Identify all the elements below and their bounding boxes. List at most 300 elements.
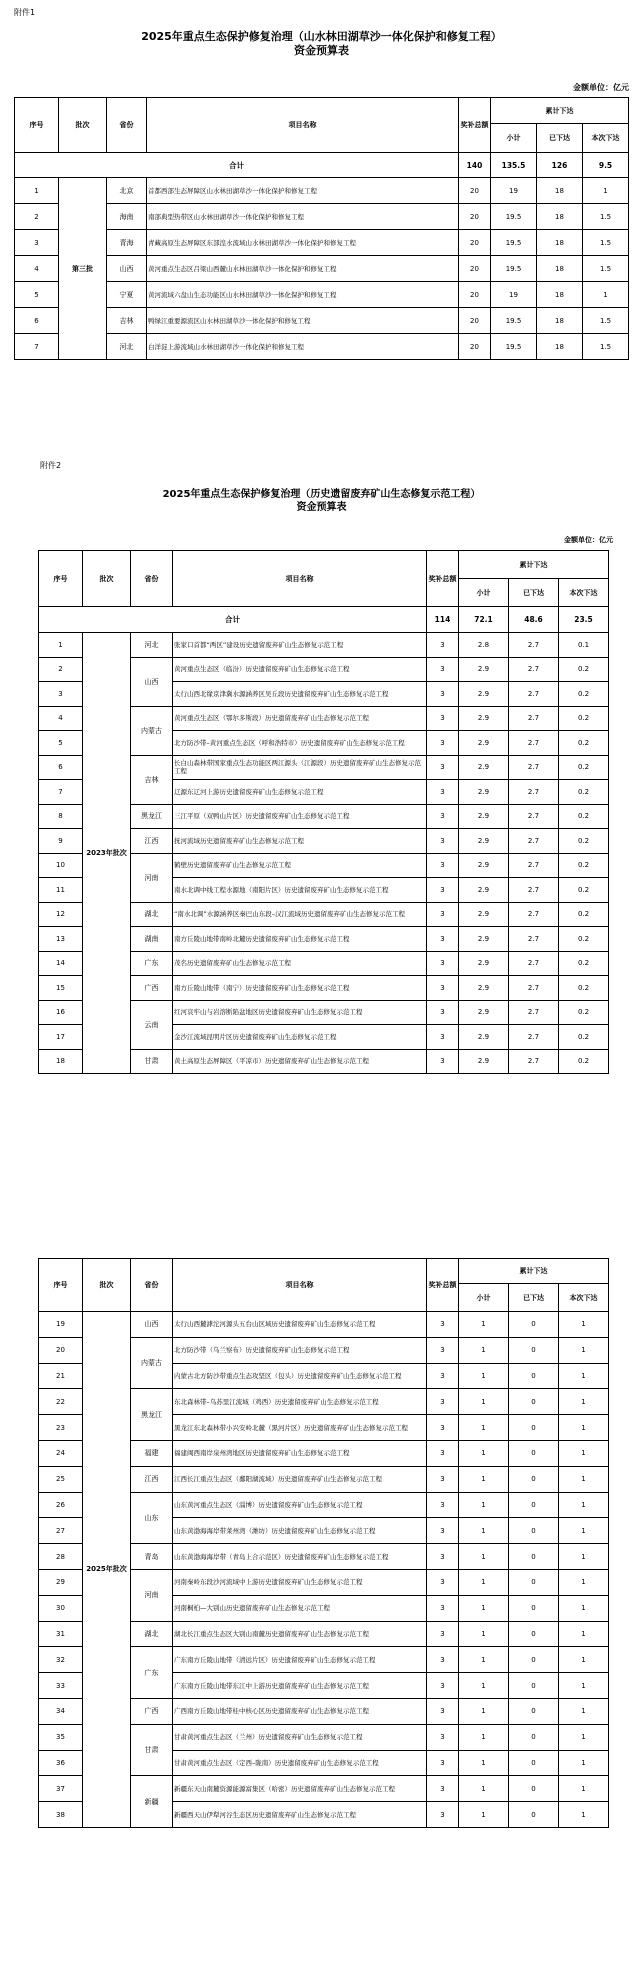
total-issued: 48.6 xyxy=(509,607,559,633)
row-project-name: 河南桐柏—大别山历史遗留废弃矿山生态修复示范工程 xyxy=(173,1595,427,1621)
province-cell: 山西 xyxy=(131,1312,173,1338)
row-issued: 18 xyxy=(537,308,583,334)
row-current: 1 xyxy=(559,1492,609,1518)
row-current: 0.2 xyxy=(559,1025,609,1050)
table-row xyxy=(15,308,629,334)
row-issued: 2.7 xyxy=(509,902,559,927)
row-award: 3 xyxy=(427,1025,459,1050)
row-award: 3 xyxy=(427,1389,459,1415)
row-seq: 19 xyxy=(39,1312,83,1338)
row-project-name: 南水北调中线工程水源地（南阳片区）历史遗留废弃矿山生态修复示范工程 xyxy=(173,878,427,903)
row-current: 1 xyxy=(559,1440,609,1466)
row-seq: 13 xyxy=(39,927,83,952)
header-issued: 已下达 xyxy=(509,1284,559,1312)
row-award: 3 xyxy=(427,927,459,952)
row-seq: 5 xyxy=(39,731,83,756)
row-seq: 9 xyxy=(39,829,83,854)
header-province: 省份 xyxy=(107,98,147,153)
row-subtotal: 19 xyxy=(491,282,537,308)
row-issued: 18 xyxy=(537,178,583,204)
row-seq: 35 xyxy=(39,1724,83,1750)
row-award: 3 xyxy=(427,633,459,658)
row-current: 0.2 xyxy=(559,1049,609,1074)
province-cell: 河北 xyxy=(131,633,173,658)
row-subtotal: 1 xyxy=(459,1647,509,1673)
row-project-name: 太行山西麓滹沱河源头五台山区域历史遗留废弃矿山生态修复示范工程 xyxy=(173,1312,427,1338)
total-current: 9.5 xyxy=(583,153,629,178)
row-seq: 38 xyxy=(39,1802,83,1828)
province-cell: 青岛 xyxy=(131,1544,173,1570)
row-seq: 11 xyxy=(39,878,83,903)
row-award: 3 xyxy=(427,755,459,780)
total-issued: 126 xyxy=(537,153,583,178)
header-province: 省份 xyxy=(131,551,173,607)
row-current: 1 xyxy=(559,1363,609,1389)
row-seq: 1 xyxy=(39,633,83,658)
row-current: 0.1 xyxy=(559,633,609,658)
row-project-name: 福建闽西南岸泉州湾地区历史遗留废弃矿山生态修复示范工程 xyxy=(173,1440,427,1466)
doc1-table xyxy=(14,97,629,360)
row-subtotal: 2.9 xyxy=(459,755,509,780)
header-seq: 序号 xyxy=(39,1259,83,1312)
row-subtotal: 19.5 xyxy=(491,308,537,334)
row-award: 20 xyxy=(459,334,491,360)
row-seq: 6 xyxy=(39,755,83,780)
row-project-name: 青藏高原生态屏障区东部湟水流域山水林田湖草沙一体化保护和修复工程 xyxy=(147,230,459,256)
row-award: 3 xyxy=(427,780,459,805)
row-issued: 2.7 xyxy=(509,1025,559,1050)
row-current: 1 xyxy=(559,1724,609,1750)
row-current: 1 xyxy=(559,1312,609,1338)
province-cell: 广西 xyxy=(131,976,173,1001)
row-seq: 34 xyxy=(39,1698,83,1724)
row-award: 3 xyxy=(427,1000,459,1025)
row-issued: 0 xyxy=(509,1466,559,1492)
row-project-name: 太行山西北缘京津冀水源涵养区吴丘段历史遗留废弃矿山生态修复示范工程 xyxy=(173,682,427,707)
province-cell: 湖北 xyxy=(131,902,173,927)
row-seq: 17 xyxy=(39,1025,83,1050)
batch-cell: 2025年批次 xyxy=(83,1312,131,1828)
row-subtotal: 1 xyxy=(459,1569,509,1595)
row-subtotal: 1 xyxy=(459,1595,509,1621)
province-cell: 吉林 xyxy=(131,755,173,804)
row-seq: 16 xyxy=(39,1000,83,1025)
province-cell: 黑龙江 xyxy=(131,804,173,829)
row-subtotal: 1 xyxy=(459,1518,509,1544)
row-issued: 18 xyxy=(537,334,583,360)
attachment-label-1: 附件1 xyxy=(14,8,36,17)
province-cell: 内蒙古 xyxy=(131,706,173,755)
row-subtotal: 2.8 xyxy=(459,633,509,658)
row-issued: 0 xyxy=(509,1776,559,1802)
header-issued: 已下达 xyxy=(509,579,559,607)
row-award: 20 xyxy=(459,178,491,204)
header-batch: 批次 xyxy=(83,551,131,607)
row-project-name: 新疆西天山伊犁河谷生态区历史遗留废弃矿山生态修复示范工程 xyxy=(173,1802,427,1828)
row-project-name: 红河哀牢山与岩溶断陷盆地区历史遗留废弃矿山生态修复示范工程 xyxy=(173,1000,427,1025)
row-project-name: 黄河重点生态区吕梁山西麓山水林田湖草沙一体化保护和修复工程 xyxy=(147,256,459,282)
province-cell: 广西 xyxy=(131,1698,173,1724)
row-current: 0.2 xyxy=(559,780,609,805)
row-subtotal: 1 xyxy=(459,1544,509,1570)
row-award: 3 xyxy=(427,1363,459,1389)
row-issued: 0 xyxy=(509,1802,559,1828)
row-subtotal: 19.5 xyxy=(491,334,537,360)
row-project-name: 三江平原（双鸭山片区）历史遗留废弃矿山生态修复示范工程 xyxy=(173,804,427,829)
row-award: 3 xyxy=(427,657,459,682)
total-row xyxy=(39,607,609,633)
header-current: 本次下达 xyxy=(559,579,609,607)
total-label: 合计 xyxy=(39,607,427,633)
row-seq: 3 xyxy=(39,682,83,707)
province-cell: 云南 xyxy=(131,1000,173,1049)
row-current: 0.2 xyxy=(559,731,609,756)
row-seq: 23 xyxy=(39,1415,83,1441)
row-subtotal: 2.9 xyxy=(459,682,509,707)
row-project-name: 南方丘陵山地带南岭北麓历史遗留废弃矿山生态修复示范工程 xyxy=(173,927,427,952)
row-award: 3 xyxy=(427,1750,459,1776)
province-cell: 广东 xyxy=(131,1647,173,1699)
header-award-total: 奖补总额 xyxy=(459,98,491,153)
row-subtotal: 1 xyxy=(459,1415,509,1441)
row-issued: 0 xyxy=(509,1415,559,1441)
row-current: 0.2 xyxy=(559,657,609,682)
row-issued: 2.7 xyxy=(509,1049,559,1074)
header-project-name: 项目名称 xyxy=(147,98,459,153)
province-cell: 福建 xyxy=(131,1440,173,1466)
row-subtotal: 19.5 xyxy=(491,256,537,282)
row-project-name: 鹤壁历史遗留废弃矿山生态修复示范工程 xyxy=(173,853,427,878)
row-issued: 0 xyxy=(509,1440,559,1466)
header-current: 本次下达 xyxy=(559,1284,609,1312)
table-row xyxy=(39,1312,609,1338)
row-subtotal: 1 xyxy=(459,1337,509,1363)
row-subtotal: 1 xyxy=(459,1750,509,1776)
row-seq: 26 xyxy=(39,1492,83,1518)
row-award: 3 xyxy=(427,1337,459,1363)
row-current: 1 xyxy=(559,1466,609,1492)
row-seq: 7 xyxy=(39,780,83,805)
row-current: 1 xyxy=(559,1518,609,1544)
row-award: 20 xyxy=(459,230,491,256)
row-current: 1 xyxy=(559,1337,609,1363)
row-award: 3 xyxy=(427,682,459,707)
row-current: 0.2 xyxy=(559,951,609,976)
row-current: 1 xyxy=(559,1673,609,1699)
row-current: 1 xyxy=(559,1569,609,1595)
row-subtotal: 2.9 xyxy=(459,853,509,878)
row-project-name: 东北森林带–乌苏里江流域（鸡西）历史遗留废弃矿山生态修复示范工程 xyxy=(173,1389,427,1415)
row-current: 0.2 xyxy=(559,878,609,903)
province-cell: 内蒙古 xyxy=(131,1337,173,1389)
row-current: 1 xyxy=(559,1698,609,1724)
total-current: 23.5 xyxy=(559,607,609,633)
row-project-name: 甘肃黄河重点生态区（定西–陇南）历史遗留废弃矿山生态修复示范工程 xyxy=(173,1750,427,1776)
row-award: 20 xyxy=(459,308,491,334)
row-award: 3 xyxy=(427,1492,459,1518)
header-seq: 序号 xyxy=(39,551,83,607)
row-award: 3 xyxy=(427,853,459,878)
header-award-total: 奖补总额 xyxy=(427,1259,459,1312)
row-subtotal: 1 xyxy=(459,1492,509,1518)
header-batch: 批次 xyxy=(59,98,107,153)
row-seq: 10 xyxy=(39,853,83,878)
row-seq: 27 xyxy=(39,1518,83,1544)
row-seq: 6 xyxy=(15,308,59,334)
row-project-name: “南水北调”水源涵养区秦巴山东段–汉江流域历史遗留废弃矿山生态修复示范工程 xyxy=(173,902,427,927)
doc1-title-line2: 资金预算表 xyxy=(294,44,349,57)
row-current: 1 xyxy=(559,1750,609,1776)
row-subtotal: 2.9 xyxy=(459,706,509,731)
row-subtotal: 2.9 xyxy=(459,780,509,805)
row-award: 3 xyxy=(427,951,459,976)
row-current: 0.2 xyxy=(559,829,609,854)
row-province: 河北 xyxy=(107,334,147,360)
row-project-name: 黄土高原生态屏障区（平凉市）历史遗留废弃矿山生态修复示范工程 xyxy=(173,1049,427,1074)
row-current: 1 xyxy=(559,1415,609,1441)
doc1-title-line1: 2025年重点生态保护修复治理（山水林田湖草沙一体化保护和修复工程） xyxy=(141,30,502,43)
row-issued: 0 xyxy=(509,1647,559,1673)
row-issued: 18 xyxy=(537,256,583,282)
row-project-name: 湖北长江重点生态区大别山南麓历史遗留废弃矿山生态修复示范工程 xyxy=(173,1621,427,1647)
row-current: 1.5 xyxy=(583,334,629,360)
row-seq: 8 xyxy=(39,804,83,829)
row-award: 3 xyxy=(427,1544,459,1570)
row-province: 海南 xyxy=(107,204,147,230)
row-province: 山西 xyxy=(107,256,147,282)
row-current: 1.5 xyxy=(583,230,629,256)
row-award: 3 xyxy=(427,878,459,903)
row-project-name: 黑龙江东北森林带小兴安岭北麓（黑河片区）历史遗留废弃矿山生态修复示范工程 xyxy=(173,1415,427,1441)
batch-cell: 第三批 xyxy=(59,178,107,360)
row-seq: 4 xyxy=(15,256,59,282)
row-current: 1 xyxy=(559,1647,609,1673)
row-subtotal: 1 xyxy=(459,1802,509,1828)
row-project-name: 白洋淀上游流域山水林田湖草沙一体化保护和修复工程 xyxy=(147,334,459,360)
row-award: 3 xyxy=(427,1312,459,1338)
row-seq: 21 xyxy=(39,1363,83,1389)
row-current: 0.2 xyxy=(559,706,609,731)
row-issued: 2.7 xyxy=(509,853,559,878)
row-issued: 0 xyxy=(509,1698,559,1724)
row-subtotal: 1 xyxy=(459,1724,509,1750)
row-current: 0.2 xyxy=(559,804,609,829)
row-issued: 2.7 xyxy=(509,927,559,952)
row-project-name: 北方防沙带（乌兰察布）历史遗留废弃矿山生态修复示范工程 xyxy=(173,1337,427,1363)
row-seq: 24 xyxy=(39,1440,83,1466)
row-seq: 20 xyxy=(39,1337,83,1363)
row-issued: 0 xyxy=(509,1389,559,1415)
row-subtotal: 19.5 xyxy=(491,230,537,256)
row-seq: 37 xyxy=(39,1776,83,1802)
table-row xyxy=(39,633,609,658)
row-issued: 0 xyxy=(509,1673,559,1699)
header-subtotal: 小计 xyxy=(459,579,509,607)
row-project-name: 山东黄渤海海岸带莱州湾（潍坊）历史遗留废弃矿山生态修复示范工程 xyxy=(173,1518,427,1544)
row-subtotal: 1 xyxy=(459,1312,509,1338)
province-cell: 山西 xyxy=(131,657,173,706)
doc3-table xyxy=(38,1258,609,1828)
province-cell: 山东 xyxy=(131,1492,173,1544)
row-award: 3 xyxy=(427,731,459,756)
total-row xyxy=(15,153,629,178)
row-issued: 0 xyxy=(509,1724,559,1750)
header-batch: 批次 xyxy=(83,1259,131,1312)
row-seq: 22 xyxy=(39,1389,83,1415)
row-issued: 0 xyxy=(509,1750,559,1776)
row-subtotal: 2.9 xyxy=(459,1049,509,1074)
row-project-name: 茂名历史遗留废弃矿山生态修复示范工程 xyxy=(173,951,427,976)
row-seq: 28 xyxy=(39,1544,83,1570)
row-seq: 4 xyxy=(39,706,83,731)
row-project-name: 北方防沙带–黄河重点生态区（呼和浩特市）历史遗留废弃矿山生态修复示范工程 xyxy=(173,731,427,756)
row-current: 0.2 xyxy=(559,682,609,707)
row-project-name: 广西南方丘陵山地带桂中核心区历史遗留废弃矿山生态修复示范工程 xyxy=(173,1698,427,1724)
row-subtotal: 2.9 xyxy=(459,927,509,952)
row-current: 1 xyxy=(559,1802,609,1828)
province-cell: 河南 xyxy=(131,853,173,902)
row-current: 1 xyxy=(559,1595,609,1621)
row-subtotal: 2.9 xyxy=(459,902,509,927)
row-project-name: 辽源东辽河上游历史遗留废弃矿山生态修复示范工程 xyxy=(173,780,427,805)
row-award: 3 xyxy=(427,902,459,927)
row-seq: 2 xyxy=(39,657,83,682)
row-project-name: 山东黄渤海海岸带（青岛上合示范区）历史遗留废弃矿山生态修复示范工程 xyxy=(173,1544,427,1570)
row-issued: 2.7 xyxy=(509,706,559,731)
header-subtotal: 小计 xyxy=(491,124,537,153)
row-current: 1.5 xyxy=(583,308,629,334)
row-issued: 18 xyxy=(537,282,583,308)
row-subtotal: 2.9 xyxy=(459,657,509,682)
row-current: 0.2 xyxy=(559,927,609,952)
row-current: 0.2 xyxy=(559,976,609,1001)
row-seq: 31 xyxy=(39,1621,83,1647)
row-subtotal: 1 xyxy=(459,1621,509,1647)
province-cell: 河南 xyxy=(131,1569,173,1621)
row-project-name: 山东黄河重点生态区（淄博）历史遗留废弃矿山生态修复示范工程 xyxy=(173,1492,427,1518)
attachment-label-2: 附件2 xyxy=(40,461,62,470)
row-current: 1 xyxy=(559,1544,609,1570)
row-award: 3 xyxy=(427,1415,459,1441)
row-project-name: 鸭绿江重要源流区山水林田湖草沙一体化保护和修复工程 xyxy=(147,308,459,334)
row-current: 1.5 xyxy=(583,256,629,282)
row-project-name: 广东南方丘陵山地带东江中上游历史遗留废弃矿山生态修复示范工程 xyxy=(173,1673,427,1699)
header-project-name: 项目名称 xyxy=(173,551,427,607)
row-subtotal: 2.9 xyxy=(459,731,509,756)
province-cell: 江西 xyxy=(131,829,173,854)
row-subtotal: 2.9 xyxy=(459,1025,509,1050)
row-issued: 2.7 xyxy=(509,878,559,903)
row-seq: 14 xyxy=(39,951,83,976)
row-province: 青海 xyxy=(107,230,147,256)
row-award: 3 xyxy=(427,1802,459,1828)
row-current: 0.2 xyxy=(559,755,609,780)
header-subtotal: 小计 xyxy=(459,1284,509,1312)
row-issued: 0 xyxy=(509,1569,559,1595)
row-award: 3 xyxy=(427,706,459,731)
row-seq: 12 xyxy=(39,902,83,927)
row-project-name: 江西长江重点生态区（鄱阳湖流域）历史遗留废弃矿山生态修复示范工程 xyxy=(173,1466,427,1492)
row-current: 0.2 xyxy=(559,902,609,927)
province-cell: 湖南 xyxy=(131,927,173,952)
row-project-name: 新疆东天山南麓资源能源富集区（哈密）历史遗留废弃矿山生态修复示范工程 xyxy=(173,1776,427,1802)
total-award: 114 xyxy=(427,607,459,633)
row-project-name: 南部典型热带区山水林田湖草沙一体化保护和修复工程 xyxy=(147,204,459,230)
row-project-name: 广东南方丘陵山地带（清远片区）历史遗留废弃矿山生态修复示范工程 xyxy=(173,1647,427,1673)
row-province: 北京 xyxy=(107,178,147,204)
row-award: 3 xyxy=(427,1466,459,1492)
row-issued: 0 xyxy=(509,1595,559,1621)
row-province: 吉林 xyxy=(107,308,147,334)
province-cell: 湖北 xyxy=(131,1621,173,1647)
row-issued: 0 xyxy=(509,1492,559,1518)
row-current: 1 xyxy=(583,282,629,308)
row-issued: 0 xyxy=(509,1621,559,1647)
row-subtotal: 1 xyxy=(459,1673,509,1699)
total-label: 合计 xyxy=(15,153,459,178)
row-issued: 2.7 xyxy=(509,657,559,682)
total-subtotal: 72.1 xyxy=(459,607,509,633)
header-project-name: 项目名称 xyxy=(173,1259,427,1312)
row-subtotal: 1 xyxy=(459,1363,509,1389)
row-award: 3 xyxy=(427,1049,459,1074)
row-award: 3 xyxy=(427,804,459,829)
row-project-name: 金沙江流域昆明片区历史遗留废弃矿山生态修复示范工程 xyxy=(173,1025,427,1050)
province-cell: 江西 xyxy=(131,1466,173,1492)
total-award: 140 xyxy=(459,153,491,178)
row-subtotal: 1 xyxy=(459,1440,509,1466)
row-award: 20 xyxy=(459,256,491,282)
row-issued: 2.7 xyxy=(509,780,559,805)
row-award: 20 xyxy=(459,282,491,308)
row-project-name: 内蒙古北方防沙带重点生态攻坚区（包头）历史遗留废弃矿山生态修复示范工程 xyxy=(173,1363,427,1389)
table-row xyxy=(15,282,629,308)
header-award-total: 奖补总额 xyxy=(427,551,459,607)
row-current: 1.5 xyxy=(583,204,629,230)
province-cell: 新疆 xyxy=(131,1776,173,1828)
row-award: 3 xyxy=(427,1673,459,1699)
row-current: 0.2 xyxy=(559,1000,609,1025)
row-subtotal: 2.9 xyxy=(459,804,509,829)
row-issued: 2.7 xyxy=(509,951,559,976)
row-seq: 1 xyxy=(15,178,59,204)
row-project-name: 张家口首都“两区”建设历史遗留废弃矿山生态修复示范工程 xyxy=(173,633,427,658)
row-seq: 33 xyxy=(39,1673,83,1699)
row-project-name: 黄河重点生态区（鄂尔多斯段）历史遗留废弃矿山生态修复示范工程 xyxy=(173,706,427,731)
row-issued: 2.7 xyxy=(509,976,559,1001)
row-subtotal: 2.9 xyxy=(459,1000,509,1025)
row-award: 3 xyxy=(427,1698,459,1724)
row-award: 3 xyxy=(427,976,459,1001)
row-issued: 0 xyxy=(509,1312,559,1338)
row-issued: 0 xyxy=(509,1518,559,1544)
doc2-title-line2: 资金预算表 xyxy=(296,502,347,513)
row-issued: 2.7 xyxy=(509,731,559,756)
table-row xyxy=(15,256,629,282)
row-issued: 2.7 xyxy=(509,1000,559,1025)
row-project-name: 甘肃黄河重点生态区（兰州）历史遗留废弃矿山生态修复示范工程 xyxy=(173,1724,427,1750)
row-current: 1 xyxy=(559,1776,609,1802)
doc2-title-line1: 2025年重点生态保护修复治理（历史遗留废弃矿山生态修复示范工程） xyxy=(162,489,481,500)
batch-cell: 2023年批次 xyxy=(83,633,131,1074)
row-subtotal: 2.9 xyxy=(459,829,509,854)
row-award: 3 xyxy=(427,1518,459,1544)
table-row xyxy=(15,178,629,204)
row-award: 3 xyxy=(427,1569,459,1595)
row-seq: 36 xyxy=(39,1750,83,1776)
row-project-name: 长白山森林带国家重点生态功能区两江源头（江源段）历史遗留废弃矿山生态修复示范工程 xyxy=(173,755,427,780)
row-issued: 0 xyxy=(509,1363,559,1389)
